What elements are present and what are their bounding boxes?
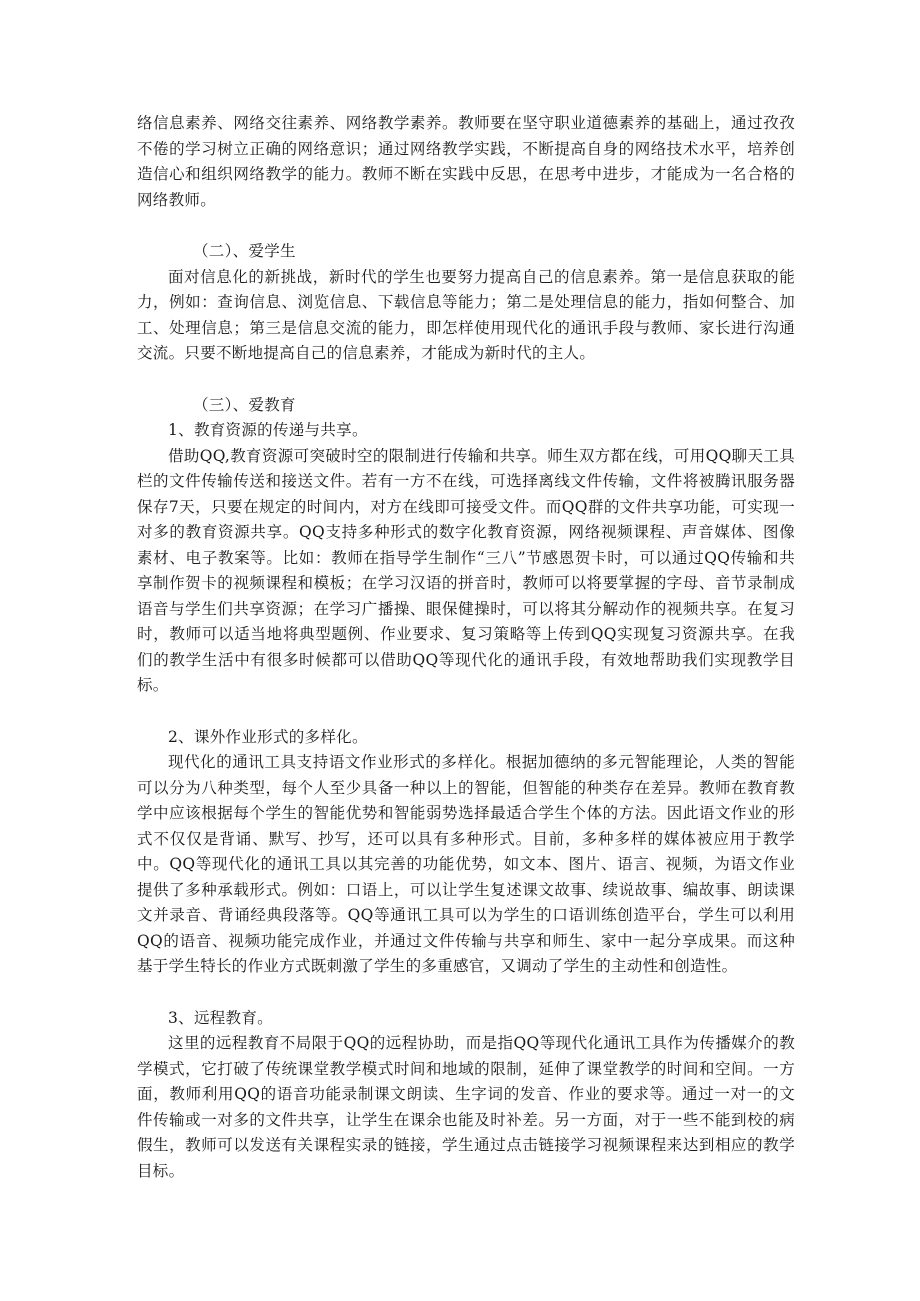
subsection-title-resource-sharing: 1、教育资源的传递与共享。 (168, 421, 368, 439)
subsection-paragraph-homework-diversity: 现代化的通讯工具支持语文作业形式的多样化。根据加德纳的多元智能理论，人类的智能可以分为八种类型，每个人至少具备一种以上的智能，但智能的种类存在差异。教师在教育教学中应该根据每个学生的智能优势和智能弱势选择最适合学生个体的方法。因此语文作业的形式不仅仅是背诵、默写、抄写，还可以具有多种形式。目前，多种多样的媒体被应用于教学中。QQ等现代化的通讯工具以其完善的功能优势，如文本、图片、语言、视频，为语文作业提供了多种承载形式。例如：口语上，可以让学生复述课文故事、续说故事、编故事、朗读课文并录音、背诵经典段落等。QQ等通讯工具可以为学生的口语训练创造平台，学生可以利用QQ的语音、视频功能完成作业，并通过文件传输与共享和师生、家中一起分享成果。而这种基于学生特长的作业方式既刺激了学生的多重感官，又调动了学生的主动性和创造性。 (137, 753, 795, 975)
subsection-title-homework-diversity: 2、课外作业形式的多样化。 (168, 727, 368, 746)
section-heading-love-students: （二）、爱学生 (193, 242, 296, 260)
subsection-paragraph-remote-education: 这里的远程教育不局限于QQ的远程协助，而是指QQ等现代化通讯工具作为传播媒介的教学模式，它打破了传统课堂教学模式时间和地域的限制，延伸了课堂教学的时间和空间。一方面，教师利用QQ的语音功能录制课文朗读、生字词的发音、作业的要求等。通过一对一的文件传输或一对多的文件共享，让学生在课余也能及时补差。另一方面，对于一些不能到校的病假生，教师可以发送有关课程实录的链接，学生通过点击链接学习视频课程来达到相应的教学目标。 (137, 1034, 795, 1180)
spacer (137, 213, 795, 239)
spacer (137, 367, 795, 393)
subsection-paragraph-resource-sharing: 借助QQ,教育资源可突破时空的限制进行传输和共享。师生双方都在线，可用QQ聊天工具栏的文件传输传送和接送文件。若有一方不在线，可选择离线文件传输，文件将被腾讯服务器保存7天，只要在规定的时间内，对方在线即可接受文件。而QQ群的文件共享功能，可实现一对多的教育资源共享。QQ支持多种形式的数字化教育资源，网络视频课程、声音媒体、图像素材、电子教案等。比如：教师在指导学生制作“三八”节感恩贺卡时，可以通过QQ传输和共享制作贺卡的视频课程和模板；在学习汉语的拼音时，教师可以将要掌握的字母、音节录制成语音与学生们共享资源；在学习广播操、眼保健操时，可以将其分解动作的视频共享。在复习时，教师可以适当地将典型题例、作业要求、复习策略等上传到QQ实现复习资源共享。在我们的教学生活中有很多时候都可以借助QQ等现代化的通讯手段，有效地帮助我们实现教学目标。 (137, 446, 795, 694)
spacer (137, 699, 795, 725)
spacer (137, 980, 795, 1006)
subsection-title-remote-education: 3、远程教育。 (168, 1008, 273, 1027)
intro-paragraph: 络信息素养、网络交往素养、网络教学素养。教师要在坚守职业道德素养的基础上，通过孜孜不倦的学习树立正确的网络意识；通过网络教学实践，不断提高自身的网络技术水平，培养创造信心和组织网络教学的能力。教师不断在实践中反思，在思考中进步，才能成为一名合格的网络教师。 (137, 114, 795, 209)
section-heading-love-education: （三）、爱教育 (193, 395, 296, 414)
document-body (137, 111, 795, 1184)
section-paragraph-love-students: 面对信息化的新挑战，新时代的学生也要努力提高自己的信息素养。第一是信息获取的能力，例如：查询信息、浏览信息、下载信息等能力；第二是处理信息的能力，指如何整合、加工、处理信息；第三是信息交流的能力，即怎样使用现代化的通讯手段与教师、家长进行沟通交流。只要不断地提高自己的信息素养，才能成为新时代的主人。 (137, 267, 795, 362)
